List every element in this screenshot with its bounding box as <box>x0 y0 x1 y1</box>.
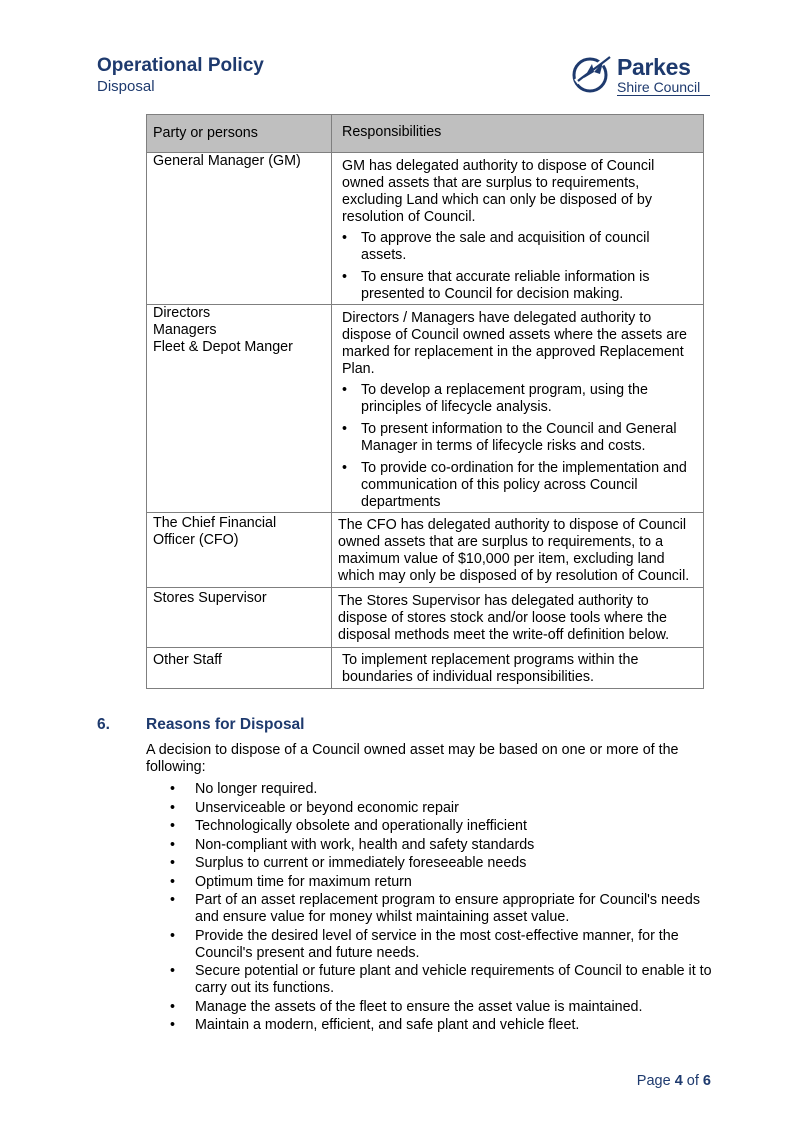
list-item: • Secure potential or future plant and vehicle requirements of Council to enable it to carry out its functions. <box>170 963 715 997</box>
responsibility-text: To implement replacement programs within the boundaries of individual responsibilities. <box>342 652 639 685</box>
party-name: Managers <box>153 322 217 338</box>
responsibility-list <box>342 382 693 511</box>
council-emblem-icon <box>570 52 614 96</box>
responsibility-text: The Stores Supervisor has delegated authority to dispose of stores stock and/or loose tools where the disposal methods meet the write-off definition below. <box>338 593 670 643</box>
current-page: 4 <box>674 1073 683 1089</box>
list-item: • Optimum time for maximum return <box>170 874 715 891</box>
list-item: • Technologically obsolete and operationally inefficient <box>170 818 715 835</box>
party-name: General Manager (GM) <box>153 153 301 169</box>
logo-name: Parkes <box>617 54 691 80</box>
responsibility-text: GM has delegated authority to dispose of Council owned assets that are surplus to requirements, excluding Land which can only be disposed of by resolution of Council. <box>342 158 655 225</box>
document-subtitle: Disposal <box>97 78 155 95</box>
party-cell <box>147 513 332 588</box>
party-name: Stores Supervisor <box>153 590 267 606</box>
column-header-party: Party or persons <box>147 115 332 153</box>
council-logo <box>570 52 720 98</box>
responsibility-cell <box>332 153 704 305</box>
responsibility-cell <box>332 588 704 648</box>
logo-subtitle: Shire Council <box>617 79 701 95</box>
party-name: Other Staff <box>153 652 222 668</box>
table-row <box>147 513 704 588</box>
list-item: • Part of an asset replacement program to ensure appropriate for Council's needs and ensure value for money whilst maintaining asset value. <box>170 892 715 926</box>
table-row <box>147 153 704 305</box>
list-item: • To present information to the Council and General Manager in terms of lifecycle risks and costs. <box>342 421 693 455</box>
list-item: • Maintain a modern, efficient, and safe plant and vehicle fleet. <box>170 1017 715 1034</box>
section-heading: Reasons for Disposal <box>146 716 305 733</box>
party-name: The Chief Financial <box>153 515 277 531</box>
list-item: • To approve the sale and acquisition of council assets. <box>342 230 693 264</box>
responsibility-list <box>342 230 693 303</box>
list-item: • To develop a replacement program, using the principles of lifecycle analysis. <box>342 382 693 416</box>
total-pages: 6 <box>702 1073 711 1089</box>
responsibility-text: Directors / Managers have delegated authority to dispose of Council owned assets where the assets are marked for replacement in the approved Replacement Plan. <box>342 310 687 377</box>
table-row <box>147 305 704 513</box>
document-title: Operational Policy <box>97 55 264 76</box>
list-item: • Surplus to current or immediately foreseeable needs <box>170 855 715 872</box>
party-cell <box>147 648 332 689</box>
page-number <box>637 1073 711 1089</box>
page-of-label: of <box>686 1073 699 1089</box>
reasons-list <box>170 781 715 1036</box>
responsibilities-table <box>146 114 704 689</box>
list-item: • Provide the desired level of service in the most cost-effective manner, for the Council's present and future needs. <box>170 928 715 962</box>
table-row <box>147 588 704 648</box>
page-label: Page <box>636 1073 671 1089</box>
responsibility-cell <box>332 305 704 513</box>
party-name: Officer (CFO) <box>153 532 239 548</box>
section-intro: A decision to dispose of a Council owned asset may be based on one or more of the following: <box>146 742 679 775</box>
list-item: • Non-compliant with work, health and safety standards <box>170 837 715 854</box>
party-name: Directors <box>153 305 211 321</box>
responsibility-cell <box>332 648 704 689</box>
list-item: • To provide co-ordination for the implementation and communication of this policy across Council departments <box>342 460 693 511</box>
column-header-responsibilities: Responsibilities <box>332 115 704 153</box>
party-cell <box>147 153 332 305</box>
list-item: • To ensure that accurate reliable information is presented to Council for decision making. <box>342 269 693 303</box>
list-item: • No longer required. <box>170 781 715 798</box>
party-cell <box>147 305 332 513</box>
list-item: • Unserviceable or beyond economic repair <box>170 800 715 817</box>
party-cell <box>147 588 332 648</box>
table-header-row <box>147 115 704 153</box>
list-item: • Manage the assets of the fleet to ensure the asset value is maintained. <box>170 999 715 1016</box>
table-row <box>147 648 704 689</box>
responsibility-cell <box>332 513 704 588</box>
responsibility-text: The CFO has delegated authority to dispose of Council owned assets that are surplus to requirements, to a maximum value of $10,000 per item, excluding land which may only be disposed of by resolution of Council. <box>338 517 690 584</box>
logo-underline <box>617 95 710 96</box>
section-number: 6. <box>97 716 110 733</box>
party-name: Fleet & Depot Manger <box>153 339 293 355</box>
